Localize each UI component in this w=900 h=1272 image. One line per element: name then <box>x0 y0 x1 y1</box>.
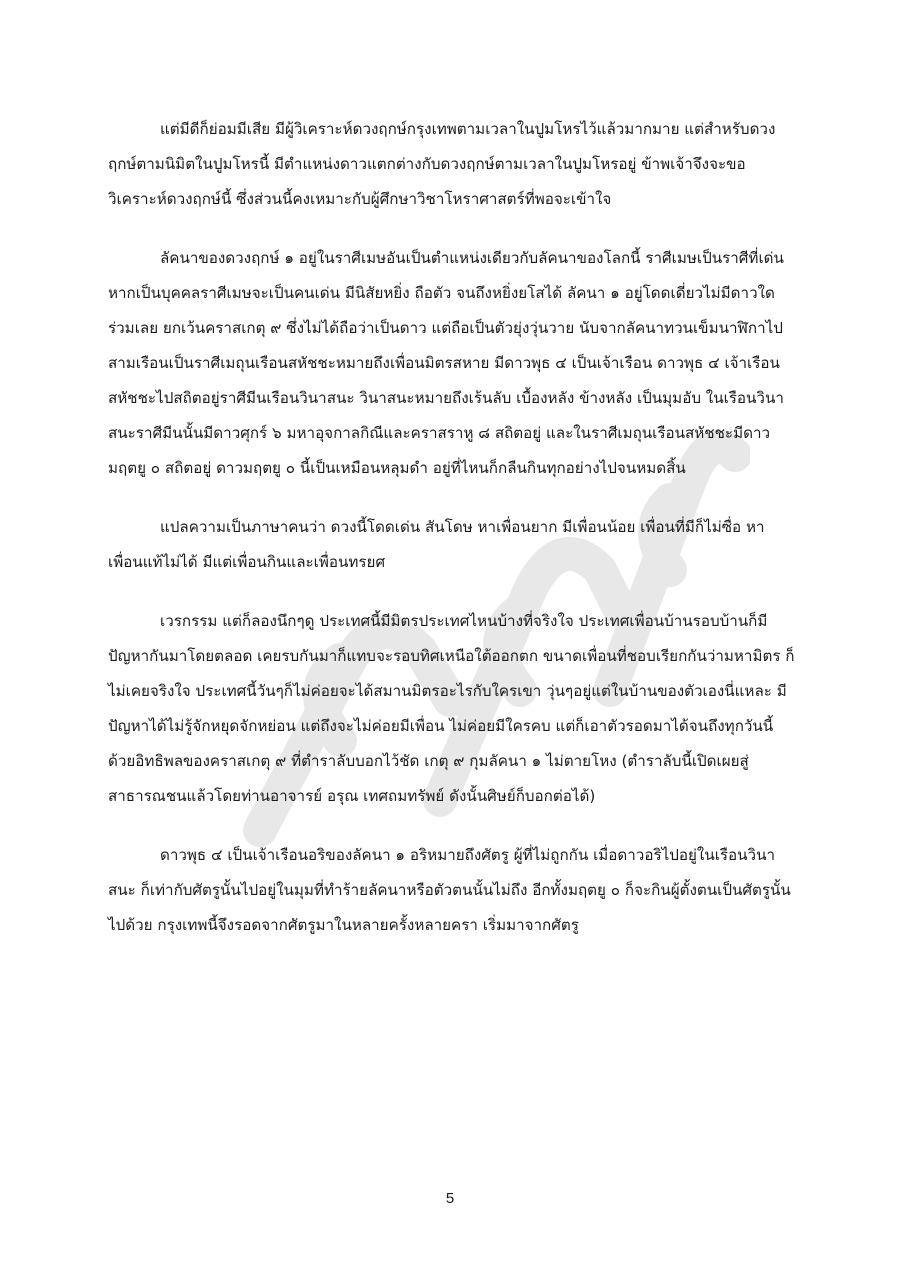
paragraph: แต่มีดีก็ย่อมมีเสีย มีผู้วิเคราะห์ดวงฤกษ์กรุงเทพตามเวลาในปูมโหรไว้แล้วมากมาย แต่สำหรับดวงฤกษ์ตามนิมิตในปูมโหรนี้ มีตำแหน่งดาวแตกต่างกับดวงฤกษ์ตามเวลาในปูมโหรอยู่ ข้าพเจ้าจึงจะขอวิเคราะห์ดวงฤกษ์นี้ ซึ่งส่วนนี้คงเหมาะกับผู้ศึกษาวิชาโหราศาสตร์ที่พอจะเข้าใจ <box>108 120 776 208</box>
paragraph: ดาวพุธ ๔ เป็นเจ้าเรือนอริของลัคนา ๑ อริหมายถึงศัตรู ผู้ที่ไม่ถูกกัน เมื่อดาวอริไปอยู่ในเรือนวินาสนะ ก็เท่ากับศัตรูนั้นไปอยู่ในมุมที่ทำร้ายลัคนาหรือตัวตนนั้นไม่ถึง อีกทั้งมฤตยู ๐ ก็จะกินผู้ตั้งตนเป็นศัตรูนั้นไปด้วย กรุงเทพนี้จึงรอดจากศัตรูมาในหลายครั้งหลายครา เริ่มมาจากศัตรู <box>108 846 791 934</box>
document-body <box>108 112 798 967</box>
paragraph: เวรกรรม แต่ก็ลองนึกๆดู ประเทศนี้มีมิตรประเทศไหนบ้างที่จริงใจ ประเทศเพื่อนบ้านรอบบ้านก็มีปัญหากันมาโดยตลอด เคยรบกันมาก็แทบจะรอบทิศเหนือใต้ออกตก ขนาดเพื่อนที่ชอบเรียกกันว่ามหามิตร ก็ไม่เคยจริงใจ ประเทศนี้วันๆก็ไม่ค่อยจะได้สมานมิตรอะไรกับใครเขา วุ่นๆอยู่แต่ในบ้านของตัวเองนี่แหละ มีปัญหาได้ไม่รู้จักหยุดจักหย่อน แต่ถึงจะไม่ค่อยมีเพื่อน ไม่ค่อยมีใครคบ แต่ก็เอาตัวรอดมาได้จนถึงทุกวันนี้ ด้วยอิทธิพลของคราสเกตุ ๙ ที่ตำราลับบอกไว้ชัด เกตุ ๙ กุมลัคนา ๑ ไม่ตายโหง (ตำราลับนี้เปิดเผยสู่สาธารณชนแล้วโดยท่านอาจารย์ อรุณ เทศถมทรัพย์ ดังนั้นศิษย์ก็บอกต่อได้) <box>108 612 795 805</box>
paragraph: ลัคนาของดวงฤกษ์ ๑ อยู่ในราศีเมษอันเป็นตำแหน่งเดียวกับลัคนาของโลกนี้ ราศีเมษเป็นราศีที่เด่น หากเป็นบุคคลราศีเมษจะเป็นคนเด่น มีนิสัยหยิ่ง ถือตัว จนถึงหยิ่งยโสได้ ลัคนา ๑ อยู่โดดเดี่ยวไม่มีดาวใดร่วมเลย ยกเว้นคราสเกตุ ๙ ซึ่งไม่ได้ถือว่าเป็นดาว แต่ถือเป็นตัวยุ่งวุ่นวาย นับจากลัคนาทวนเข็มนาฬิกาไปสามเรือนเป็นราศีเมถุนเรือนสหัชชะหมายถึงเพื่อนมิตรสหาย มีดาวพุธ ๔ เป็นเจ้าเรือน ดาวพุธ ๔ เจ้าเรือนสหัชชะไปสถิตอยู่ราศีมีนเรือนวินาสนะ วินาสนะหมายถึงเร้นลับ เบื้องหลัง ข้างหลัง เป็นมุมอับ ในเรือนวินาสนะราศีมีนนั้นมีดาวศุกร์ ๖ มหาอุจกาลกิณีและคราสราหู ๘ สถิตอยู่ และในราศีเมถุนเรือนสหัชชะมีดาวมฤตยู ๐ สถิตอยู่ ดาวมฤตยู ๐ นี้เป็นเหมือนหลุมดำ อยู่ที่ไหนก็กลืนกินทุกอย่างไปจนหมดสิ้น <box>108 249 784 477</box>
page-number: 5 <box>445 1190 455 1207</box>
paragraph: แปลความเป็นภาษาคนว่า ดวงนี้โดดเด่น สันโดษ หาเพื่อนยาก มีเพื่อนน้อย เพื่อนที่มีก็ไม่ซื่อ หาเพื่อนแท้ไม่ได้ มีแต่เพื่อนกินและเพื่อนทรยศ <box>108 518 765 571</box>
